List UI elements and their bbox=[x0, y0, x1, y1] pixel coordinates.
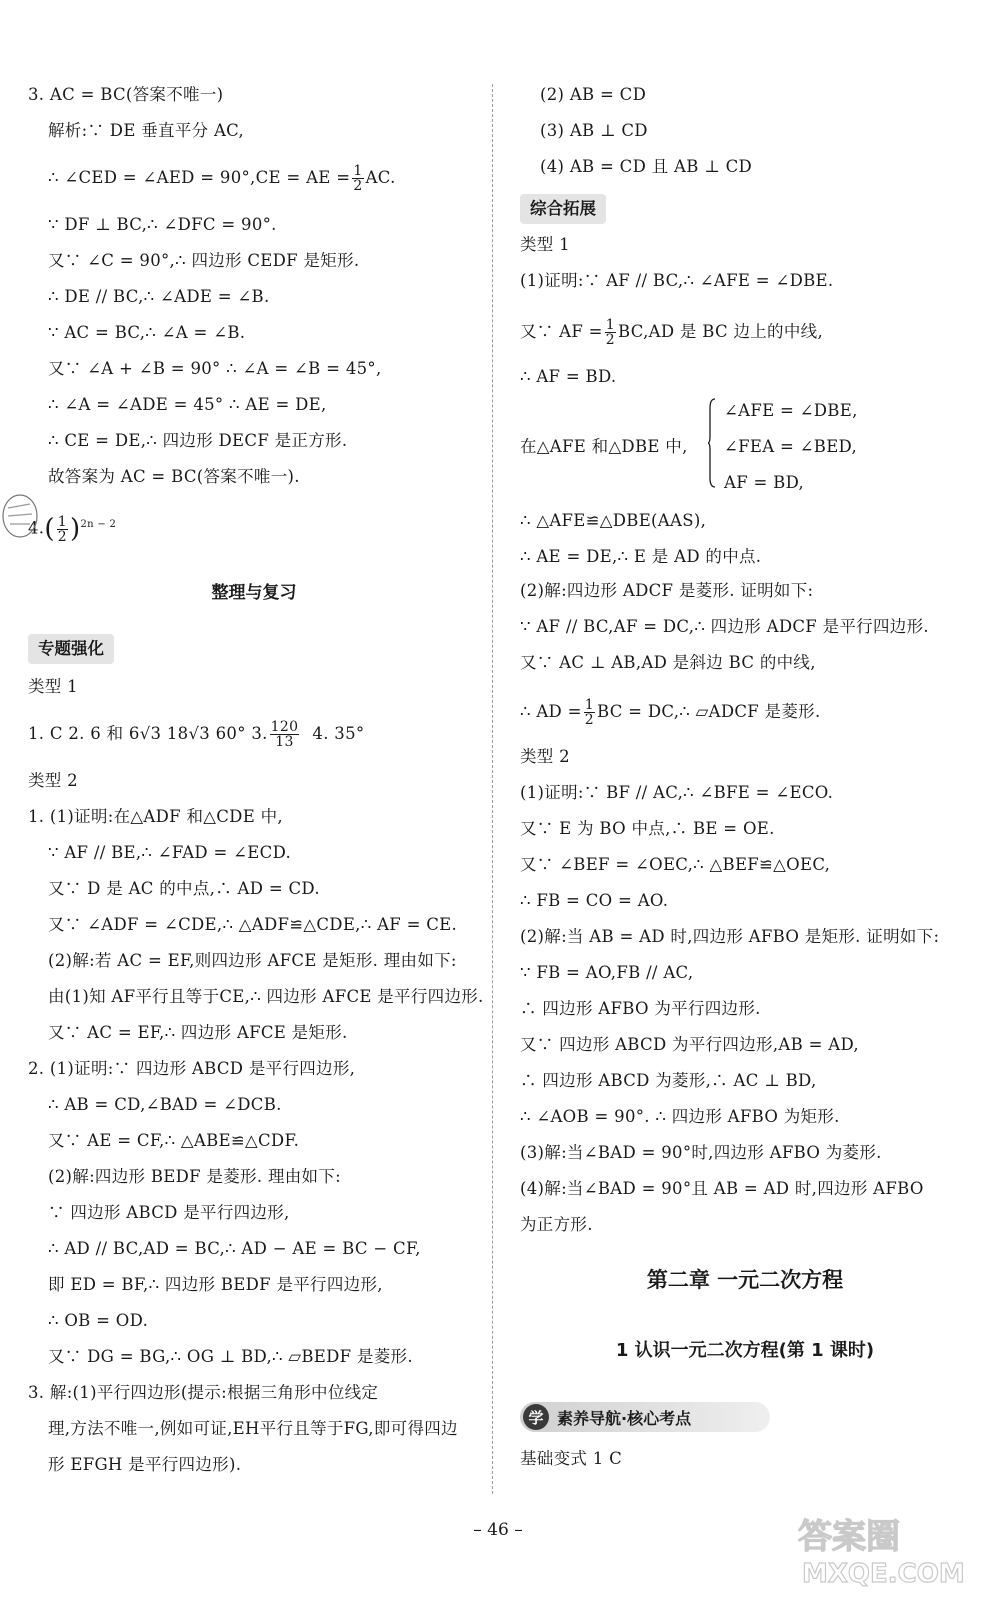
banner-label: 素养导航·核心考点 bbox=[557, 1408, 692, 1428]
text-line: ∴ OB = OD. bbox=[48, 1311, 149, 1330]
lesson-title: 1 认识一元二次方程(第 1 课时) bbox=[615, 1340, 875, 1361]
text-line: ∴ ∠AOB = 90°. ∴ 四边形 AFBO 为矩形. bbox=[520, 1107, 840, 1126]
text-line: ∠FEA = ∠BED, bbox=[724, 437, 858, 456]
text-line: 1. C 2. 6 和 6√3 18√3 60° 3. $\frac{120}{13}$ 4. 35° bbox=[28, 719, 365, 750]
text-line: AF = BD, bbox=[724, 473, 805, 492]
subheading: 类型 1 bbox=[28, 677, 78, 696]
text-line: 解析:∵ DE 垂直平分 AC, bbox=[48, 121, 245, 140]
text-line: 又∵ ∠BEF = ∠OEC,∴ △BEF≌△OEC, bbox=[520, 855, 831, 874]
text-line: 又∵ E 为 BO 中点,∴ BE = OE. bbox=[520, 819, 775, 838]
margin-stamp-mark bbox=[0, 492, 40, 540]
text-line: 1. (1)证明:在△ADF 和△CDE 中, bbox=[28, 807, 283, 826]
section-tag: 综合拓展 bbox=[520, 194, 606, 224]
text-line: ∵ AF // BE,∴ ∠FAD = ∠ECD. bbox=[48, 843, 292, 862]
study-icon: 学 bbox=[523, 1404, 549, 1430]
fraction: $\frac{1}{2}$ bbox=[57, 513, 68, 545]
text-line: (3) AB ⊥ CD bbox=[540, 121, 648, 140]
text-line: 在△AFE 和△DBE 中, bbox=[520, 437, 688, 456]
system-brace bbox=[708, 398, 716, 488]
text-line: ∴ AD // BC,AD = BC,∴ AD − AE = BC − CF, bbox=[48, 1239, 421, 1258]
svg-text:MXQE.COM: MXQE.COM bbox=[802, 1559, 965, 1589]
subheading: 类型 2 bbox=[28, 771, 78, 790]
text-line: (4)解:当∠BAD = 90°且 AB = AD 时,四边形 AFBO bbox=[520, 1179, 924, 1198]
text-line: 3. AC = BC(答案不唯一) bbox=[28, 85, 224, 104]
text-line: (2)解:四边形 ADCF 是菱形. 证明如下: bbox=[520, 581, 814, 600]
text-line: 又∵ AC ⊥ AB,AD 是斜边 BC 的中线, bbox=[520, 653, 816, 672]
text-line: 又∵ D 是 AC 的中点,∴ AD = CD. bbox=[48, 879, 320, 898]
fraction: $\frac{1}{2}$ bbox=[584, 697, 594, 728]
text-line: (2)解:当 AB = AD 时,四边形 AFBO 是矩形. 证明如下: bbox=[520, 927, 940, 946]
watermark-logo bbox=[790, 1512, 970, 1590]
text-line: 又∵ 四边形 ABCD 为平行四边形,AB = AD, bbox=[520, 1035, 859, 1054]
text-line: ∴ 四边形 ABCD 为菱形,∴ AC ⊥ BD, bbox=[520, 1071, 817, 1090]
fraction: $\frac{1}{2}$ bbox=[353, 163, 363, 194]
text-line: (2)解:四边形 BEDF 是菱形. 理由如下: bbox=[48, 1167, 342, 1186]
text-line: ∵ FB = AO,FB // AC, bbox=[520, 963, 694, 982]
text-line: (1)证明:∵ AF // BC,∴ ∠AFE = ∠DBE. bbox=[520, 271, 834, 290]
text-line: 又∵ ∠ADF = ∠CDE,∴ △ADF≌△CDE,∴ AF = CE. bbox=[48, 915, 458, 934]
text-line: ∴ AB = CD,∠BAD = ∠DCB. bbox=[48, 1095, 282, 1114]
text-line: ∴ AF = BD. bbox=[520, 367, 617, 386]
text-line: (1)证明:∵ BF // AC,∴ ∠BFE = ∠ECO. bbox=[520, 783, 834, 802]
text-line: 又∵ ∠A + ∠B = 90° ∴ ∠A = ∠B = 45°, bbox=[48, 359, 382, 378]
text-line: 基础变式 1 C bbox=[520, 1449, 623, 1468]
text-line: 又∵ AC = EF,∴ 四边形 AFCE 是矩形. bbox=[48, 1023, 348, 1042]
text-line: (2)解:若 AC = EF,则四边形 AFCE 是矩形. 理由如下: bbox=[48, 951, 457, 970]
text-line: 为正方形. bbox=[520, 1215, 593, 1234]
text-line: ∴ DE // BC,∴ ∠ADE = ∠B. bbox=[48, 287, 270, 306]
text-line: (4) AB = CD 且 AB ⊥ CD bbox=[540, 157, 753, 176]
text-line: ∵ AC = BC,∴ ∠A = ∠B. bbox=[48, 323, 246, 342]
svg-text:答案圈: 答案圈 bbox=[798, 1517, 900, 1557]
subheading: 类型 1 bbox=[520, 235, 570, 254]
text-line: 又∵ DG = BG,∴ OG ⊥ BD,∴ ▱BEDF 是菱形. bbox=[48, 1347, 413, 1366]
page-number: – 46 – bbox=[473, 1520, 523, 1540]
text-line: (2) AB = CD bbox=[540, 85, 647, 104]
text-line: 又∵ AF = $\frac{1}{2}$ BC,AD 是 BC 边上的中线, bbox=[520, 317, 823, 348]
text-line: 4.( $\frac{1}{2}$ )$^{2n - 2}$ bbox=[28, 513, 117, 545]
text-line: ∠AFE = ∠DBE, bbox=[724, 401, 858, 420]
text-line: ∴ ∠CED = ∠AED = 90°,CE = AE = $\frac{1}{2}$ AC. bbox=[48, 163, 396, 194]
section-tag: 专题强化 bbox=[28, 634, 114, 664]
chapter-title: 第二章 一元二次方程 bbox=[646, 1268, 844, 1292]
text-line: 2. (1)证明:∵ 四边形 ABCD 是平行四边形, bbox=[28, 1059, 356, 1078]
text-line: 故答案为 AC = BC(答案不唯一). bbox=[48, 467, 300, 486]
text-line: 即 ED = BF,∴ 四边形 BEDF 是平行四边形, bbox=[48, 1275, 383, 1294]
text-line: 由(1)知 AF平行且等于CE,∴ 四边形 AFCE 是平行四边形. bbox=[48, 987, 484, 1006]
text-line: ∵ 四边形 ABCD 是平行四边形, bbox=[48, 1203, 290, 1222]
text-line: ∴ FB = CO = AO. bbox=[520, 891, 669, 910]
text-line: (3)解:当∠BAD = 90°时,四边形 AFBO 为菱形. bbox=[520, 1143, 882, 1162]
text-line: ∵ DF ⊥ BC,∴ ∠DFC = 90°. bbox=[48, 215, 277, 234]
text-line: ∴ AD = $\frac{1}{2}$ BC = DC,∴ ▱ADCF 是菱形. bbox=[520, 697, 821, 728]
text-line: ∴ ∠A = ∠ADE = 45° ∴ AE = DE, bbox=[48, 395, 327, 414]
fraction: $\frac{1}{2}$ bbox=[605, 317, 615, 348]
text-line: 理,方法不唯一,例如可证,EH平行且等于FG,即可得四边 bbox=[48, 1419, 458, 1438]
text-line: ∵ AF // BC,AF = DC,∴ 四边形 ADCF 是平行四边形. bbox=[520, 617, 929, 636]
section-title: 整理与复习 bbox=[211, 583, 297, 603]
text-line: 又∵ AE = CF,∴ △ABE≌△CDF. bbox=[48, 1131, 300, 1150]
subheading: 类型 2 bbox=[520, 747, 570, 766]
section-banner bbox=[520, 1402, 770, 1432]
text-line: ∴ AE = DE,∴ E 是 AD 的中点. bbox=[520, 547, 762, 566]
text-line: ∴ CE = DE,∴ 四边形 DECF 是正方形. bbox=[48, 431, 348, 450]
text-line: 又∵ ∠C = 90°,∴ 四边形 CEDF 是矩形. bbox=[48, 251, 360, 270]
text-line: 形 EFGH 是平行四边形). bbox=[48, 1455, 242, 1474]
text-line: ∴ △AFE≌△DBE(AAS), bbox=[520, 511, 707, 530]
text-line: ∴ 四边形 AFBO 为平行四边形. bbox=[520, 999, 761, 1018]
text-line: 3. 解:(1)平行四边形(提示:根据三角形中位线定 bbox=[28, 1383, 379, 1402]
fraction: $\frac{120}{13}$ bbox=[270, 719, 299, 750]
column-divider bbox=[492, 84, 493, 1494]
